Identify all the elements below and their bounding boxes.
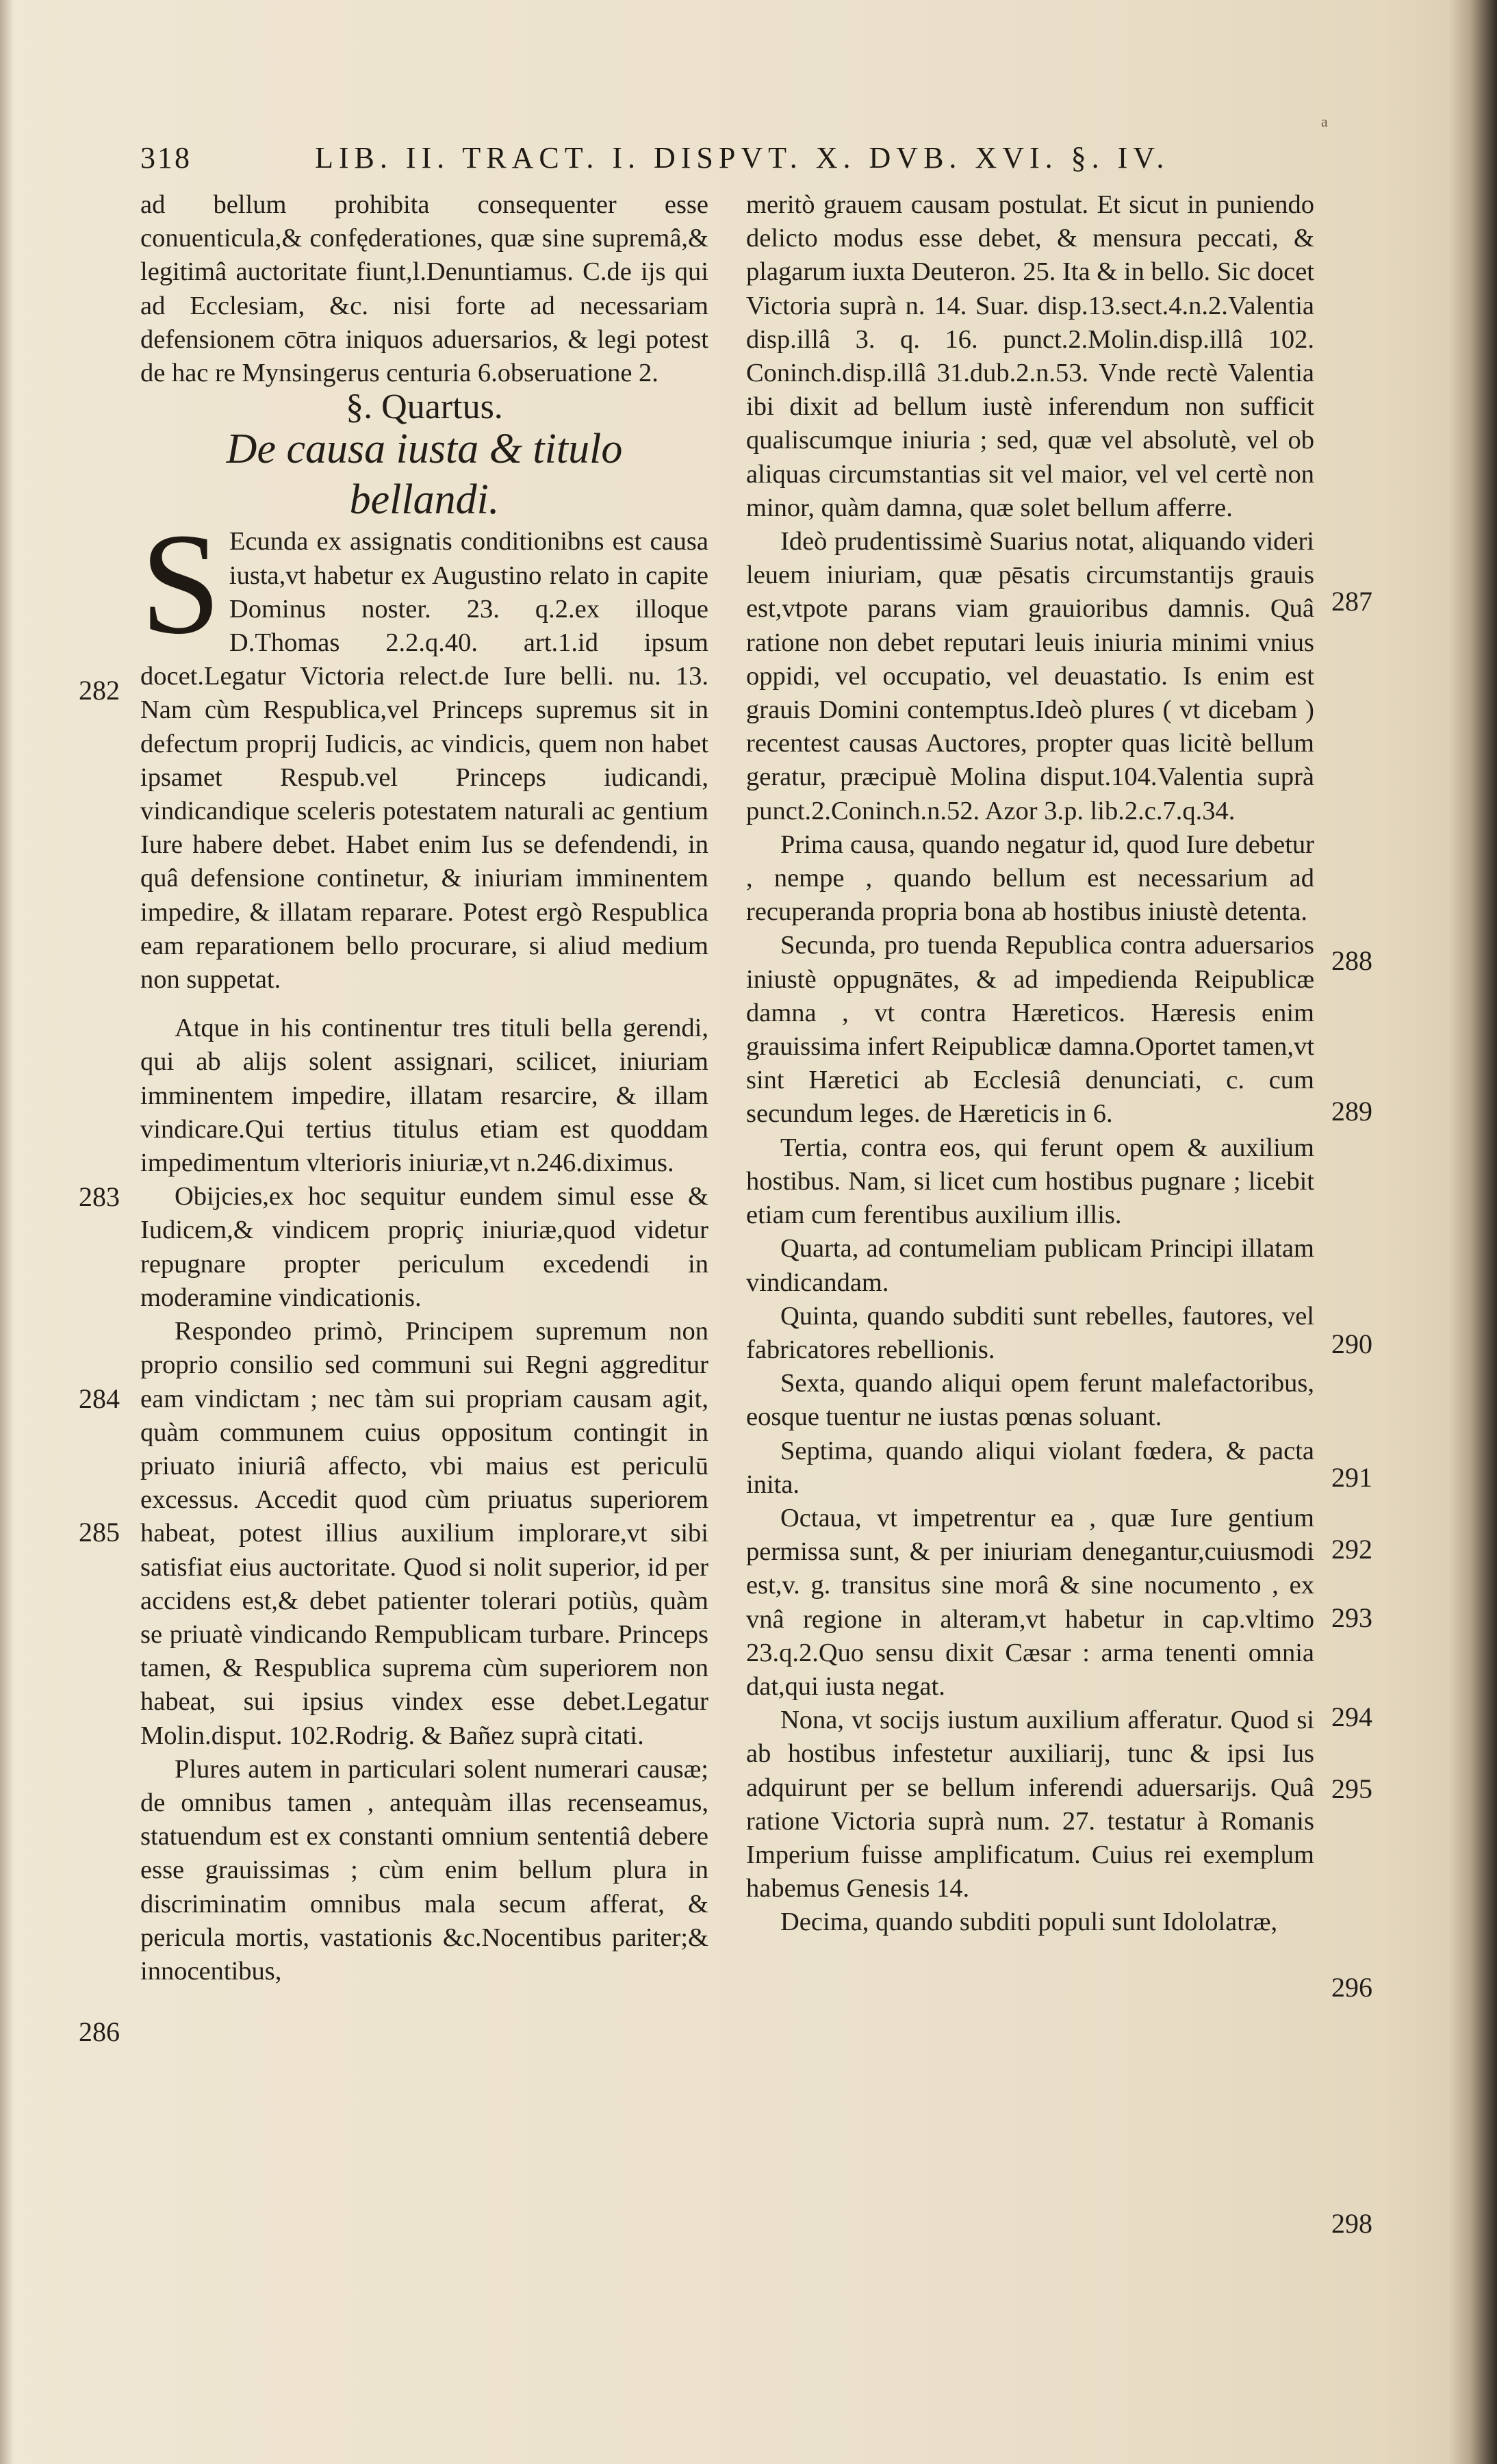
margin-number-284: 284: [79, 1383, 120, 1414]
page-number: 318: [140, 141, 192, 175]
margin-number-288: 288: [1331, 945, 1372, 976]
paragraph-286: Plures autem in particulari solent numerari causæ; de omnibus tamen , antequàm illas recenseamus, statuendum est ex constanti omnium sententiâ debere esse grauissimas ; cùm enim bellum plura in discriminatim omnibus mala secum afferat, & pericula mortis, vastationis &c.Nocentibus pariter;& innocentibus,: [140, 1754, 708, 1986]
section-title-line-2: bellandi.: [349, 476, 500, 524]
paragraph-289: Secunda, pro tuenda Republica contra aduersarios iniustè oppugnātes, & ad impedienda Reipublicæ damna , vt contra Hæreticos. Hæresis enim grauissima infert Reipublicæ damna.Oportet tamen,vt sint Hæretici ab Ecclesiâ denunciati, c. cum secundum leges. de Hæreticis in 6.: [746, 931, 1314, 1129]
book-spine-shadow: [1449, 0, 1497, 2464]
section-title: [140, 424, 708, 525]
margin-number-289: 289: [1331, 1096, 1372, 1127]
paragraph-285: Respondeo primò, Principem supremum non proprio consilio sed communi sui Regni aggreditur eam vindictam ; nec tàm sui propriam causam agit, quàm communem cuius oppositum contingit in priuato iniuriâ affecto, vbi maius est periculū excessus. Accedit quod cùm priuatus superiorem habeat, potest illius auxilium implorare,vt sibi satisfiat eius auctoritate. Quod si nolit superior, id per accidens est,& debet patienter tolerari potiùs, quàm se priuatè vindicando Rempublicam turbare. Princeps tamen, & Respublica suprema cùm superiorem non habeat, sui ipsius vindex esse debet.Legatur Molin.disput. 102.Rodrig. & Bañez suprà citati.: [140, 1317, 708, 1750]
paragraph-298: Decima, quando subditi populi sunt Idololatræ,: [780, 1908, 1278, 1937]
paragraph-282: [140, 503, 708, 997]
margin-number-292: 292: [1331, 1534, 1372, 1565]
left-column-continuation: ad bellum prohibita consequenter esse conuenticula,& confęderationes, quæ sine supremâ,& legitimâ auctoritate fiunt,l.Denuntiamus. C.de ijs qui ad Ecclesiam, &c. nisi forte ad necessariam defensionem cōtra iniquos aduersarios, & legi potest de hac re Mynsingerus centuria 6.obseruatione 2.: [140, 190, 708, 388]
paragraph-295: Octaua, vt impetrentur ea , quæ Iure gentium permissa sunt, & per iniuriam denegantur,cuiusmodi est,v. g. transitus sine morâ & sine nocumento , ex vnâ regione in alteram,vt habetur in cap.vltimo 23.q.2.Quo sensu dixit Cæsar : arma tenenti omnia dat,qui iusta negat.: [746, 1503, 1314, 1701]
margin-number-283: 283: [79, 1181, 120, 1212]
paragraph-292: Quinta, quando subditi sunt rebelles, fautores, vel fabricatores rebellionis.: [746, 1301, 1314, 1364]
margin-number-295: 295: [1331, 1773, 1372, 1804]
page-header: [140, 140, 1304, 181]
paragraph-294: Septima, quando aliqui violant fœdera, & pacta inita.: [746, 1436, 1314, 1499]
left-column: [140, 188, 708, 1988]
margin-number-298: 298: [1331, 2208, 1372, 2239]
right-column: [746, 188, 1314, 1940]
margin-number-290: 290: [1331, 1329, 1372, 1359]
section-title-line-1: De causa iusta & titulo: [226, 426, 623, 473]
margin-number-286: 286: [79, 2016, 120, 2047]
paragraph-287: Ideò prudentissimè Suarius notat, aliquando videri leuem iniuriam, quæ pēsatis circumstantijs grauis est,vtpote parans viam grauioribus damnis. Quâ ratione non debet reputari leuis iniuria minimi vnius oppidi, vel occupatio, vel deuastatio. Is enim est grauis Domini contemptus.Ideò plures ( vt dicebam ) recentest causas Auctores, propter quas licitè bellum geratur, præcipuè Molina disput.104.Valentia suprà punct.2.Coninch.n.52. Azor 3.p. lib.2.c.7.q.34.: [746, 527, 1314, 825]
margin-number-293: 293: [1331, 1602, 1372, 1633]
margin-number-291: 291: [1331, 1462, 1372, 1493]
paragraph-296: Nona, vt socijs iustum auxilium afferatur. Quod si ab hostibus infestetur auxiliarij, tunc & ipsi Ius adquirunt per se bellum inferendi aduersarijs. Quâ ratione Victoria suprà num. 27. testatur à Romanis Imperium fuisse amplificatum. Cuius rei exemplum habemus Genesis 14.: [746, 1706, 1314, 1903]
paragraph-293: Sexta, quando aliqui opem ferunt malefactoribus, eosque tuentur ne iustas pœnas soluant.: [746, 1369, 1314, 1432]
drop-cap: S: [140, 503, 221, 665]
paragraph-284: Obijcies,ex hoc sequitur eundem simul esse & Iudicem,& vindicem propriç iniuriæ,quod videtur repugnare propter periculum excedendi in moderamine vindicationis.: [140, 1182, 708, 1312]
paragraph-288: Prima causa, quando negatur id, quod Iure debetur , nempe , quando bellum est necessarium ad recuperanda propria bona ab hostibus iniustè detenta.: [746, 830, 1314, 927]
paragraph-283: Atque in his continentur tres tituli bella gerendi, qui ab alijs solent assignari, scilicet, iniuriam imminentem impedire, illatam resarcire, & illam vindicare.Qui tertius titulus etiam est quoddam impedimentum vlterioris iniuriæ,vt n.246.diximus.: [140, 1014, 708, 1178]
right-column-continuation: meritò grauem causam postulat. Et sicut in puniendo delicto modus esse debet, & mensura peccati, & plagarum iuxta Deuteron. 25. Ita & in bello. Sic docet Victoria suprà n. 14. Suar. disp.13.sect.4.n.2.Valentia disp.illâ 3. q. 16. punct.2.Molin.disp.illâ 102. Coninch.disp.illâ 31.dub.2.n.53. Vnde rectè Valentia ibi dixit ad bellum iustè inferendum non sufficit qualiscumque iniuria ; sed, quæ vel absolutè, vel ob aliquas circumstantias sit vel maior, vel vel certè non minor, quàm damna, quæ solet bellum afferre.: [746, 190, 1314, 522]
running-title: LIB. II. TRACT. I. DISPVT. X. DVB. XVI. §. IV.: [315, 141, 1170, 175]
page-left-edge-shadow: [0, 0, 14, 2464]
margin-number-287: 287: [1331, 586, 1372, 617]
margin-number-294: 294: [1331, 1702, 1372, 1732]
corner-mark: a: [1321, 113, 1328, 130]
paragraph-291: Quarta, ad contumeliam publicam Principi illatam vindicandam.: [746, 1234, 1314, 1297]
section-heading: §. Quartus.: [346, 387, 503, 427]
paragraph-290: Tertia, contra eos, qui ferunt opem & auxilium hostibus. Nam, si licet cum hostibus pugnare ; licebit etiam cum ferentibus auxilium illis.: [746, 1133, 1314, 1230]
margin-number-282: 282: [79, 675, 120, 706]
margin-number-285: 285: [79, 1517, 120, 1548]
margin-number-296: 296: [1331, 1972, 1372, 2003]
paragraph-282-text: Ecunda ex assignatis conditionibns est causa iusta,vt habetur ex Augustino relato in capite Dominus noster. 23. q.2.ex illoque D.Thomas 2.2.q.40. art.1.id ipsum docet.Legatur Victoria relect.de Iure belli. nu. 13. Nam cùm Respublica,vel Princeps supremus sit in defectum proprij Iudicis, ac vindicis, quem non habet ipsamet Respub.vel Princeps iudicandi, vindicandique sceleris potestatem naturali ac gentium Iure habere debet. Habet enim Ius se defendendi, in quâ defensione continetur, & iniuriam imminentem impedire, & illatam reparare. Potest ergò Respublica eam reparationem bello procurare, si aliud medium non suppetat.: [140, 527, 708, 994]
